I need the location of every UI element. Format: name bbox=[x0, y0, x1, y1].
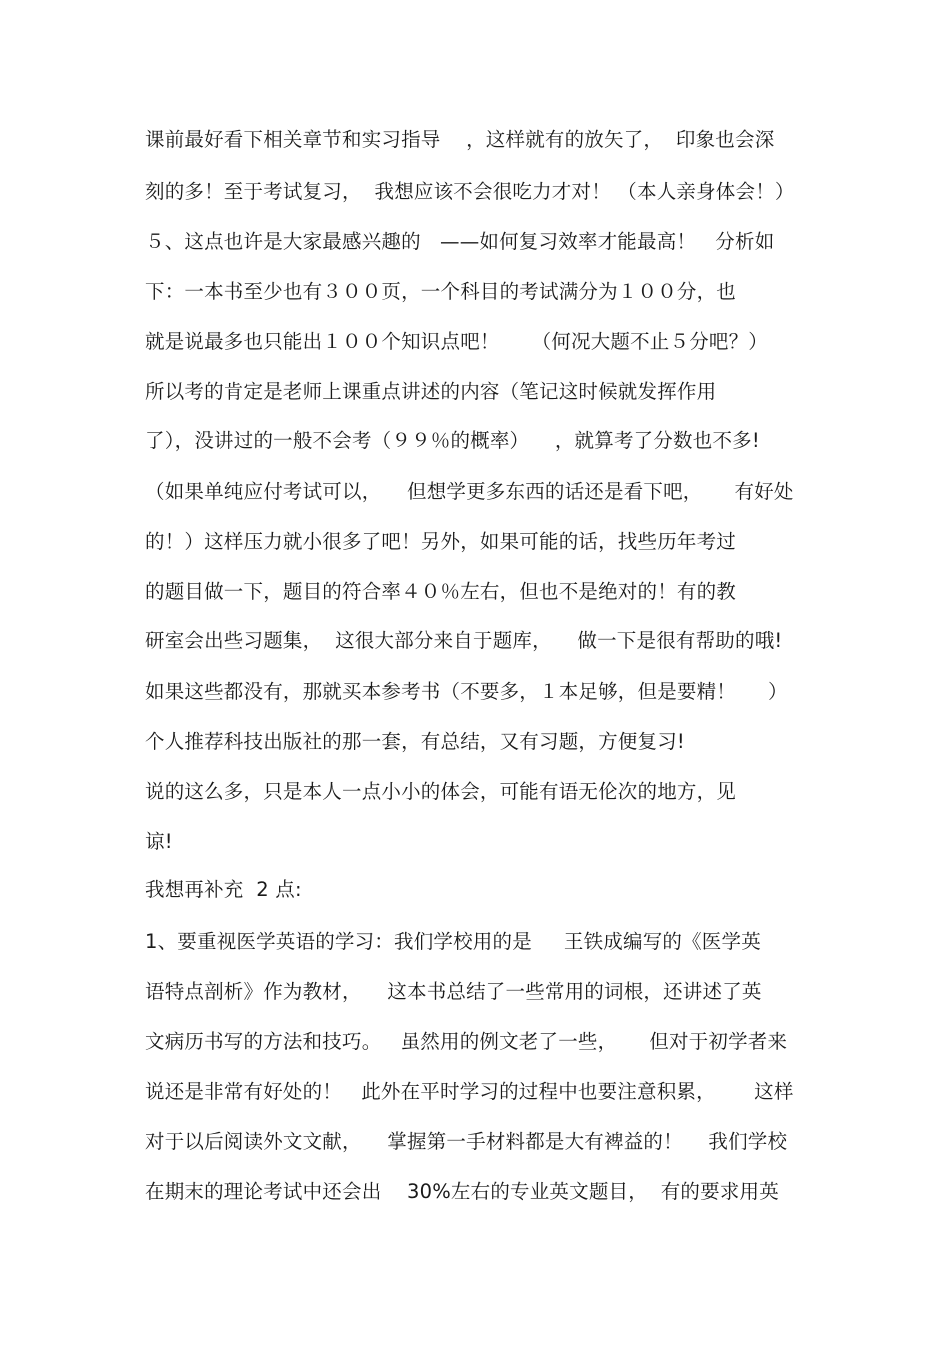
text-line: 对于以后阅读外文文献， 掌握第一手材料都是大有裨益的！ 我们学校 bbox=[145, 1130, 788, 1153]
text-line: 研室会出些习题集， 这很大部分来自于题库， 做一下是很有帮助的哦! bbox=[145, 629, 783, 652]
text-line: 如果这些都没有，那就买本参考书（不要多，１本足够，但是要精！ ） bbox=[145, 680, 788, 703]
text-line: 个人推荐科技出版社的那一套，有总结，又有习题，方便复习! bbox=[145, 730, 685, 753]
text-line: 说的这么多，只是本人一点小小的体会，可能有语无伦次的地方，见 bbox=[145, 780, 737, 803]
text-line: 谅! bbox=[145, 830, 173, 853]
text-line: 我想再补充 2 点: bbox=[145, 878, 302, 901]
text-line: 1、要重视医学英语的学习：我们学校用的是 王铁成编写的《医学英 bbox=[145, 930, 761, 953]
text-line: （如果单纯应付考试可以， 但想学更多东西的话还是看下吧， 有好处 bbox=[145, 480, 794, 503]
text-line: 的！）这样压力就小很多了吧！另外，如果可能的话，找些历年考过 bbox=[145, 530, 737, 553]
text-line: 就是说最多也只能出１００个知识点吧！ （何况大题不止５分吧？） bbox=[145, 330, 768, 353]
text-line: ５、这点也许是大家最感兴趣的 ——如何复习效率才能最高！ 分析如 bbox=[145, 230, 775, 253]
text-line: 语特点剖析》作为教材， 这本书总结了一些常用的词根，还讲述了英 bbox=[145, 980, 762, 1003]
text-line: 了），没讲过的一般不会考（９９％的概率） ，就算考了分数也不多! bbox=[145, 429, 760, 452]
text-line: 文病历书写的方法和技巧。 虽然用的例文老了一些， 但对于初学者来 bbox=[145, 1030, 788, 1053]
text-line: 所以考的肯定是老师上课重点讲述的内容（笔记这时候就发挥作用 bbox=[145, 380, 717, 403]
text-line: 说还是非常有好处的！ 此外在平时学习的过程中也要注意积累， 这样 bbox=[145, 1080, 794, 1103]
text-line: 下：一本书至少也有３００页，一个科目的考试满分为１００分，也 bbox=[145, 280, 737, 303]
text-line: 课前最好看下相关章节和实习指导 ，这样就有的放矢了， 印象也会深 bbox=[145, 128, 775, 151]
text-line: 刻的多！至于考试复习， 我想应该不会很吃力才对！ （本人亲身体会！） bbox=[145, 180, 795, 203]
text-line: 在期末的理论考试中还会出 30%左右的专业英文题目， 有的要求用英 bbox=[145, 1180, 779, 1203]
text-line: 的题目做一下，题目的符合率４０％左右，但也不是绝对的！有的教 bbox=[145, 580, 737, 603]
